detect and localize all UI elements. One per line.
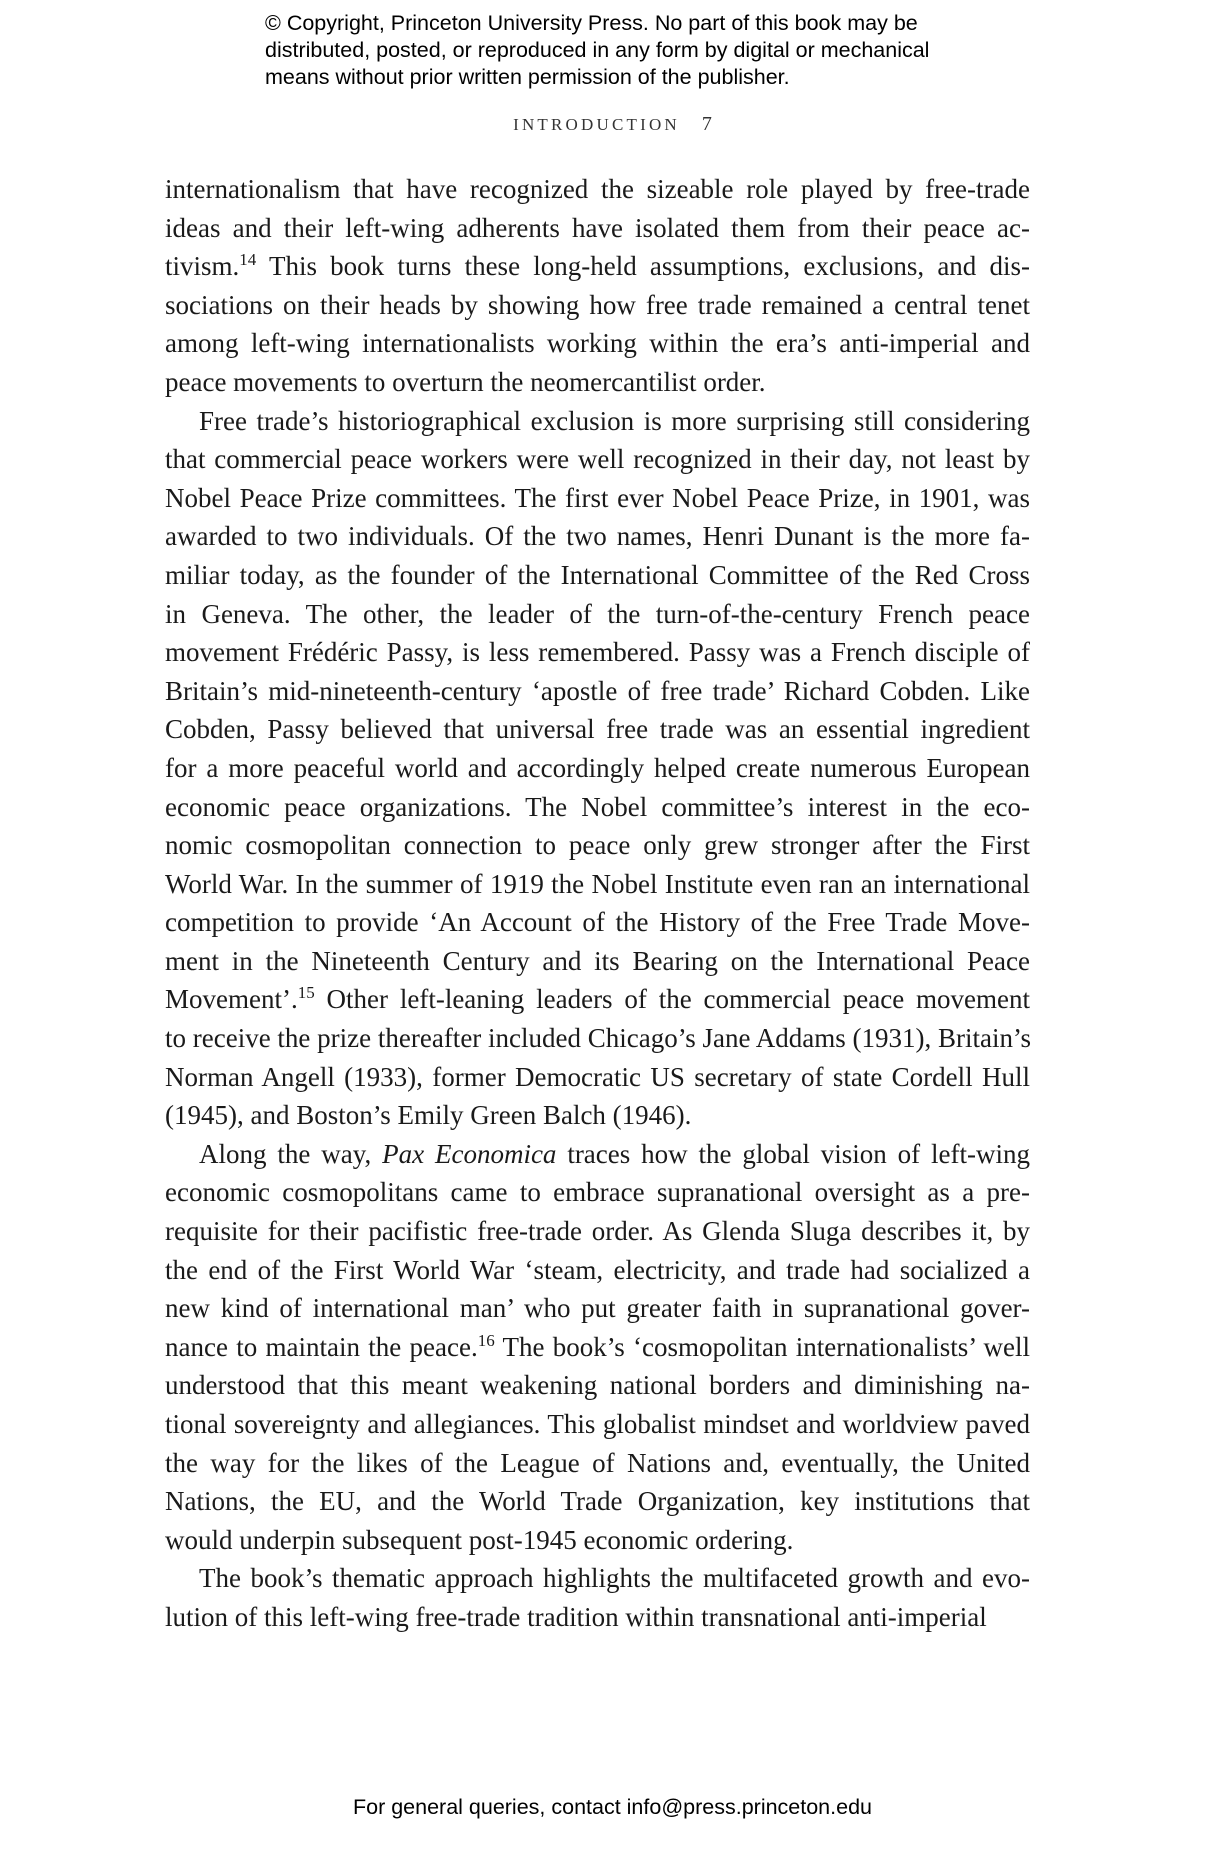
text-line [165,1173,1030,1212]
text-run: new kind of international man’ who put greater faith in supranational gover- [165,1293,1030,1324]
text-line [165,1058,1030,1097]
text-run: would underpin subsequent post-1945 economic ordering. [165,1524,794,1555]
text-line [165,363,1030,402]
text-run: Nobel Peace Prize committees. The first ever Nobel Peace Prize, in 1901, was [165,482,1030,513]
text-line [165,826,1030,865]
text-run: requisite for their pacifistic free-trade order. As Glenda Sluga describes it, by [165,1216,1030,1247]
text-run: for a more peaceful world and accordingly helped create numerous European [165,752,1030,783]
text-run: economic peace organizations. The Nobel committee’s interest in the eco- [165,791,1030,822]
text-line [165,286,1030,325]
text-run: that commercial peace workers were well recognized in their day, not least by [165,444,1030,475]
text-line [165,710,1030,749]
footer-contact: For general queries, contact info@press.princeton.edu [352,1795,872,1819]
text-run: in Geneva. The other, the leader of the turn-of-the-century French peace [165,598,1030,629]
text-run: competition to provide ‘An Account of the History of the Free Trade Move- [165,907,1030,938]
text-run: Cobden, Passy believed that universal free trade was an essential ingredient [165,714,1030,745]
footnote-marker[interactable]: 14 [239,250,257,270]
text-line [165,247,1030,286]
text-line [165,1366,1030,1405]
text-line [165,517,1030,556]
text-line [165,1598,1030,1637]
text-run: peace movements to overturn the neomercantilist order. [165,366,766,397]
text-run: the way for the likes of the League of Nations and, eventually, the United [165,1447,1030,1478]
text-run: Along the way, [199,1138,383,1169]
text-run: miliar today, as the founder of the International Committee of the Red Cross [165,559,1030,590]
text-line [165,1328,1030,1367]
text-run: (1945), and Boston’s Emily Green Balch (1946). [165,1100,692,1131]
text-line [165,440,1030,479]
text-line [165,1405,1030,1444]
text-line [165,980,1030,1019]
text-line [165,1444,1030,1483]
text-line [165,556,1030,595]
text-line [165,1559,1030,1598]
text-run: movement Frédéric Passy, is less remembered. Passy was a French disciple of [165,637,1030,668]
copyright-line: means without prior written permission of the publisher. [265,65,790,89]
text-line [165,1521,1030,1560]
text-run: lution of this left-wing free-trade tradition within transnational anti-imperial [165,1601,987,1632]
text-line [165,1096,1030,1135]
text-line [165,1251,1030,1290]
text-line [165,865,1030,904]
text-run: World War. In the summer of 1919 the Nobel Institute even ran an international [165,868,1030,899]
text-run: tivism. [165,251,240,282]
footnote-marker[interactable]: 16 [477,1330,495,1350]
text-run: Movement’. [165,984,298,1015]
italic-title: Pax Economica [382,1138,557,1169]
copyright-line: distributed, posted, or reproduced in any form by digital or mechanical [265,38,930,62]
text-line [165,402,1030,441]
text-run: Britain’s mid-nineteenth-century ‘apostle of free trade’ Richard Cobden. Like [165,675,1030,706]
text-line [165,1212,1030,1251]
text-line [165,633,1030,672]
text-run: ideas and their left-wing adherents have isolated them from their peace ac- [165,212,1030,243]
text-run: internationalism that have recognized the sizeable role played by free-trade [165,174,1030,204]
text-run: among left-wing internationalists working within the era’s anti-imperial and [165,328,1030,359]
text-run: Nations, the EU, and the World Trade Organization, key institutions that [165,1486,1030,1517]
text-line [165,1482,1030,1521]
running-head-title: INTRODUCTION [513,115,680,134]
text-run: understood that this meant weakening national borders and diminishing na- [165,1370,1030,1401]
text-run: sociations on their heads by showing how free trade remained a central tenet [165,289,1030,320]
copyright-notice [265,10,1025,91]
text-run: The book’s ‘cosmopolitan internationalists’ well [494,1331,1030,1362]
copyright-line: © Copyright, Princeton University Press. No part of this book may be [265,11,918,35]
text-run: nomic cosmopolitan connection to peace only grew stronger after the First [165,830,1030,861]
text-run: awarded to two individuals. Of the two names, Henri Dunant is the more fa- [165,521,1030,552]
text-run: the end of the First World War ‘steam, electricity, and trade had socialized a [165,1254,1030,1285]
text-line [165,1019,1030,1058]
text-run: This book turns these long-held assumptions, exclusions, and dis- [256,251,1030,282]
text-run: Other left-leaning leaders of the commercial peace movement [314,984,1030,1015]
text-line [165,903,1030,942]
text-line [165,479,1030,518]
text-line [165,749,1030,788]
text-run: Free trade’s historiographical exclusion is more surprising still considering [199,405,1030,436]
text-run: economic cosmopolitans came to embrace supranational oversight as a pre- [165,1177,1030,1208]
text-line [165,324,1030,363]
text-line [165,942,1030,981]
text-run: The book’s thematic approach highlights the multifaceted growth and evo- [199,1563,1030,1594]
page-number: 7 [701,113,712,135]
text-run: Norman Angell (1933), former Democratic US secretary of state Cordell Hull [165,1061,1030,1092]
text-run: nance to maintain the peace. [165,1331,478,1362]
text-line [165,1135,1030,1174]
footnote-marker[interactable]: 15 [297,983,315,1003]
text-run: ment in the Nineteenth Century and its Bearing on the International Peace [165,945,1030,976]
text-line [165,170,1030,209]
running-head [0,113,1225,136]
text-run: traces how the global vision of left-wing [556,1138,1030,1169]
text-line [165,595,1030,634]
text-line [165,209,1030,248]
body-text [165,170,1030,1637]
text-line [165,1289,1030,1328]
text-run: to receive the prize thereafter included Chicago’s Jane Addams (1931), Britain’s [165,1023,1031,1054]
text-line [165,672,1030,711]
text-line [165,788,1030,827]
text-run: tional sovereignty and allegiances. This globalist mindset and worldview paved [165,1409,1030,1439]
